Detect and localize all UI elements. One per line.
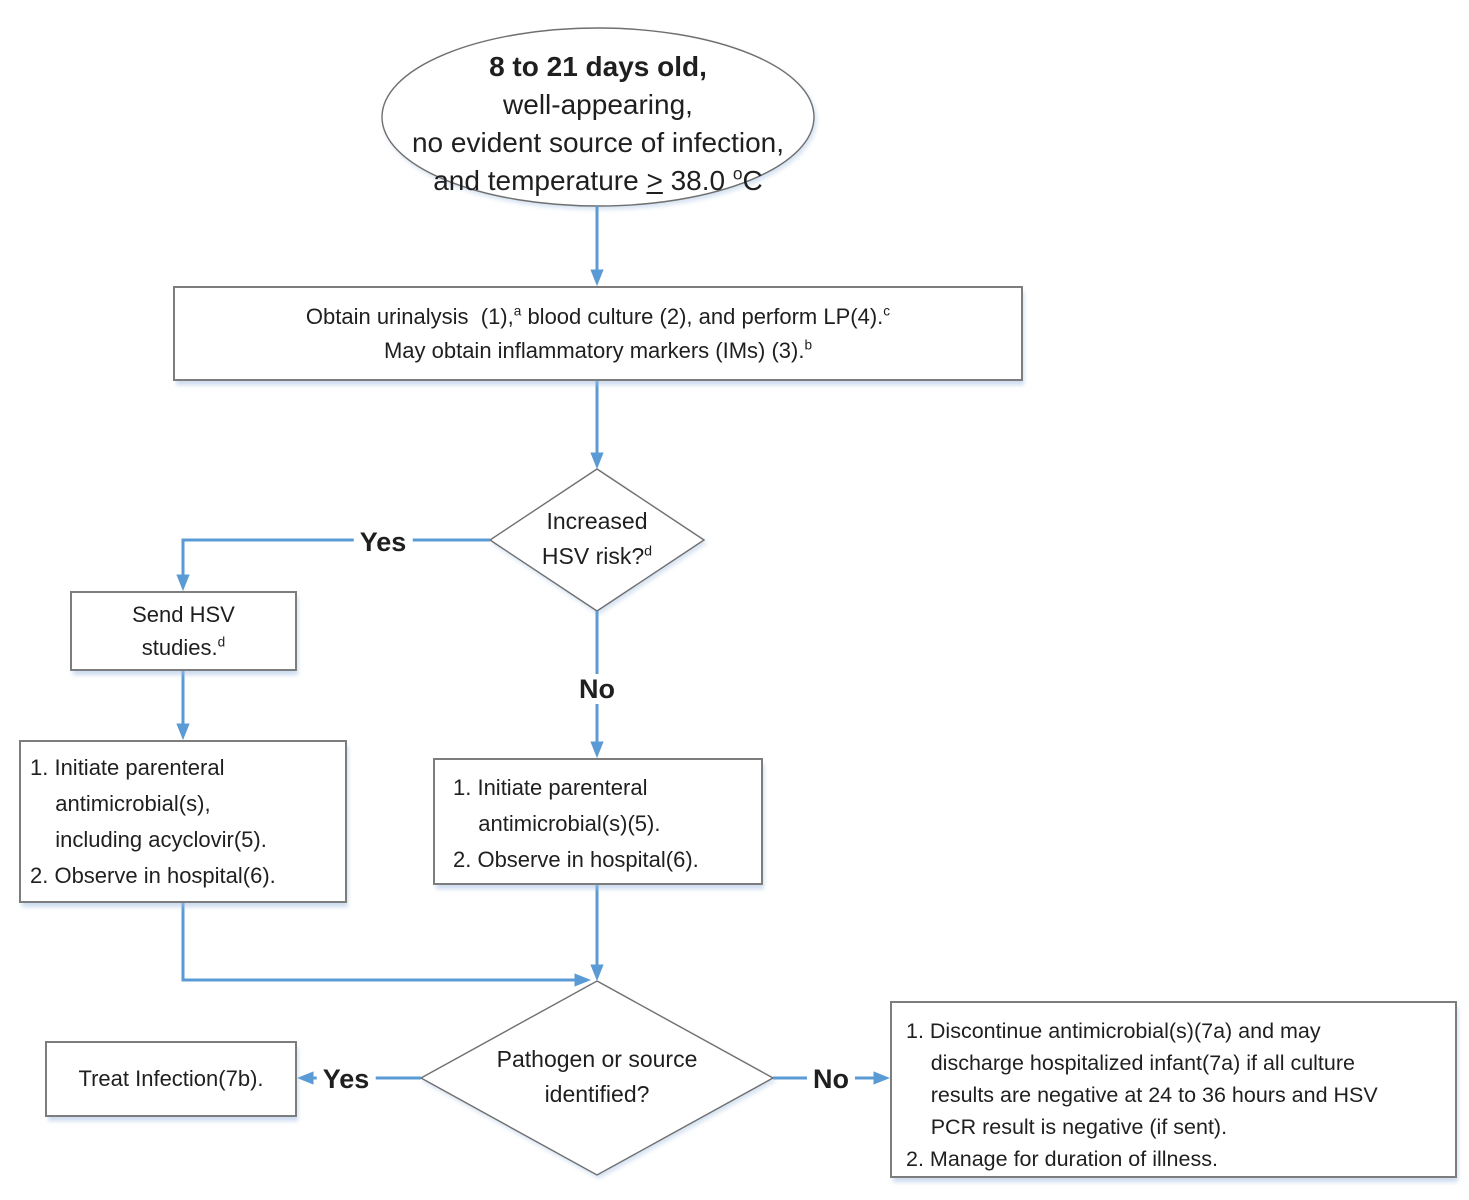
initiate-antimicrobial-acyclovir-box (19, 740, 347, 903)
edge-label-hsv-yes: Yes (354, 527, 413, 557)
send-hsv-studies-box (70, 591, 297, 671)
treat-infection-text: Treat Infection(7b). (78, 1066, 264, 1091)
treat-infection-box (45, 1041, 297, 1117)
hsv-risk-lines: Increased HSV risk?$^d$ (541, 508, 653, 569)
hsv-risk-diamond-text (487, 504, 707, 574)
initiate-antimicrobial-acyclovir-text: 1. Initiate parenteral antimicrobial(s), including acyclovir(5). 2. Observe in hospital(6). (30, 755, 276, 888)
obtain-tests-box (173, 286, 1023, 381)
connector-initiate-acyclovir-to-pathogen (183, 903, 576, 980)
start-node-lines: 8 to 21 days old, well-appearing, no evident source of infection, and temperature > 38.0 $^o$C (411, 51, 784, 196)
edge-label-pathogen-no: No (807, 1064, 855, 1094)
edge-label-hsv-no: No (573, 674, 621, 704)
obtain-tests-text: Obtain urinalysis (1),$^a$ blood culture (2), and perform LP(4).$^c$ May obtain inflammatory markers (IMs) (3).$^b$ (305, 303, 891, 363)
send-hsv-studies-text: Send HSV studies.$^d$ (132, 602, 235, 660)
start-node-text (368, 48, 828, 200)
pathogen-diamond-text (447, 1042, 747, 1112)
discontinue-antimicrobial-box (890, 1001, 1457, 1178)
connector-hsv-yes-to-send-hsv (183, 540, 490, 576)
initiate-antimicrobial-text: 1. Initiate parenteral antimicrobial(s)(5). 2. Observe in hospital(6). (453, 775, 699, 872)
pathogen-lines: Pathogen or source identified? (496, 1046, 698, 1107)
discontinue-antimicrobial-text: 1. Discontinue antimicrobial(s)(7a) and may discharge hospitalized infant(7a) if all culture results are negative at 24 to 36 hours and HSV PCR result is negative (if sent). 2. Manage for duration of illness. (906, 1019, 1378, 1171)
initiate-antimicrobial-box (433, 758, 763, 885)
edge-label-pathogen-yes: Yes (317, 1064, 376, 1094)
